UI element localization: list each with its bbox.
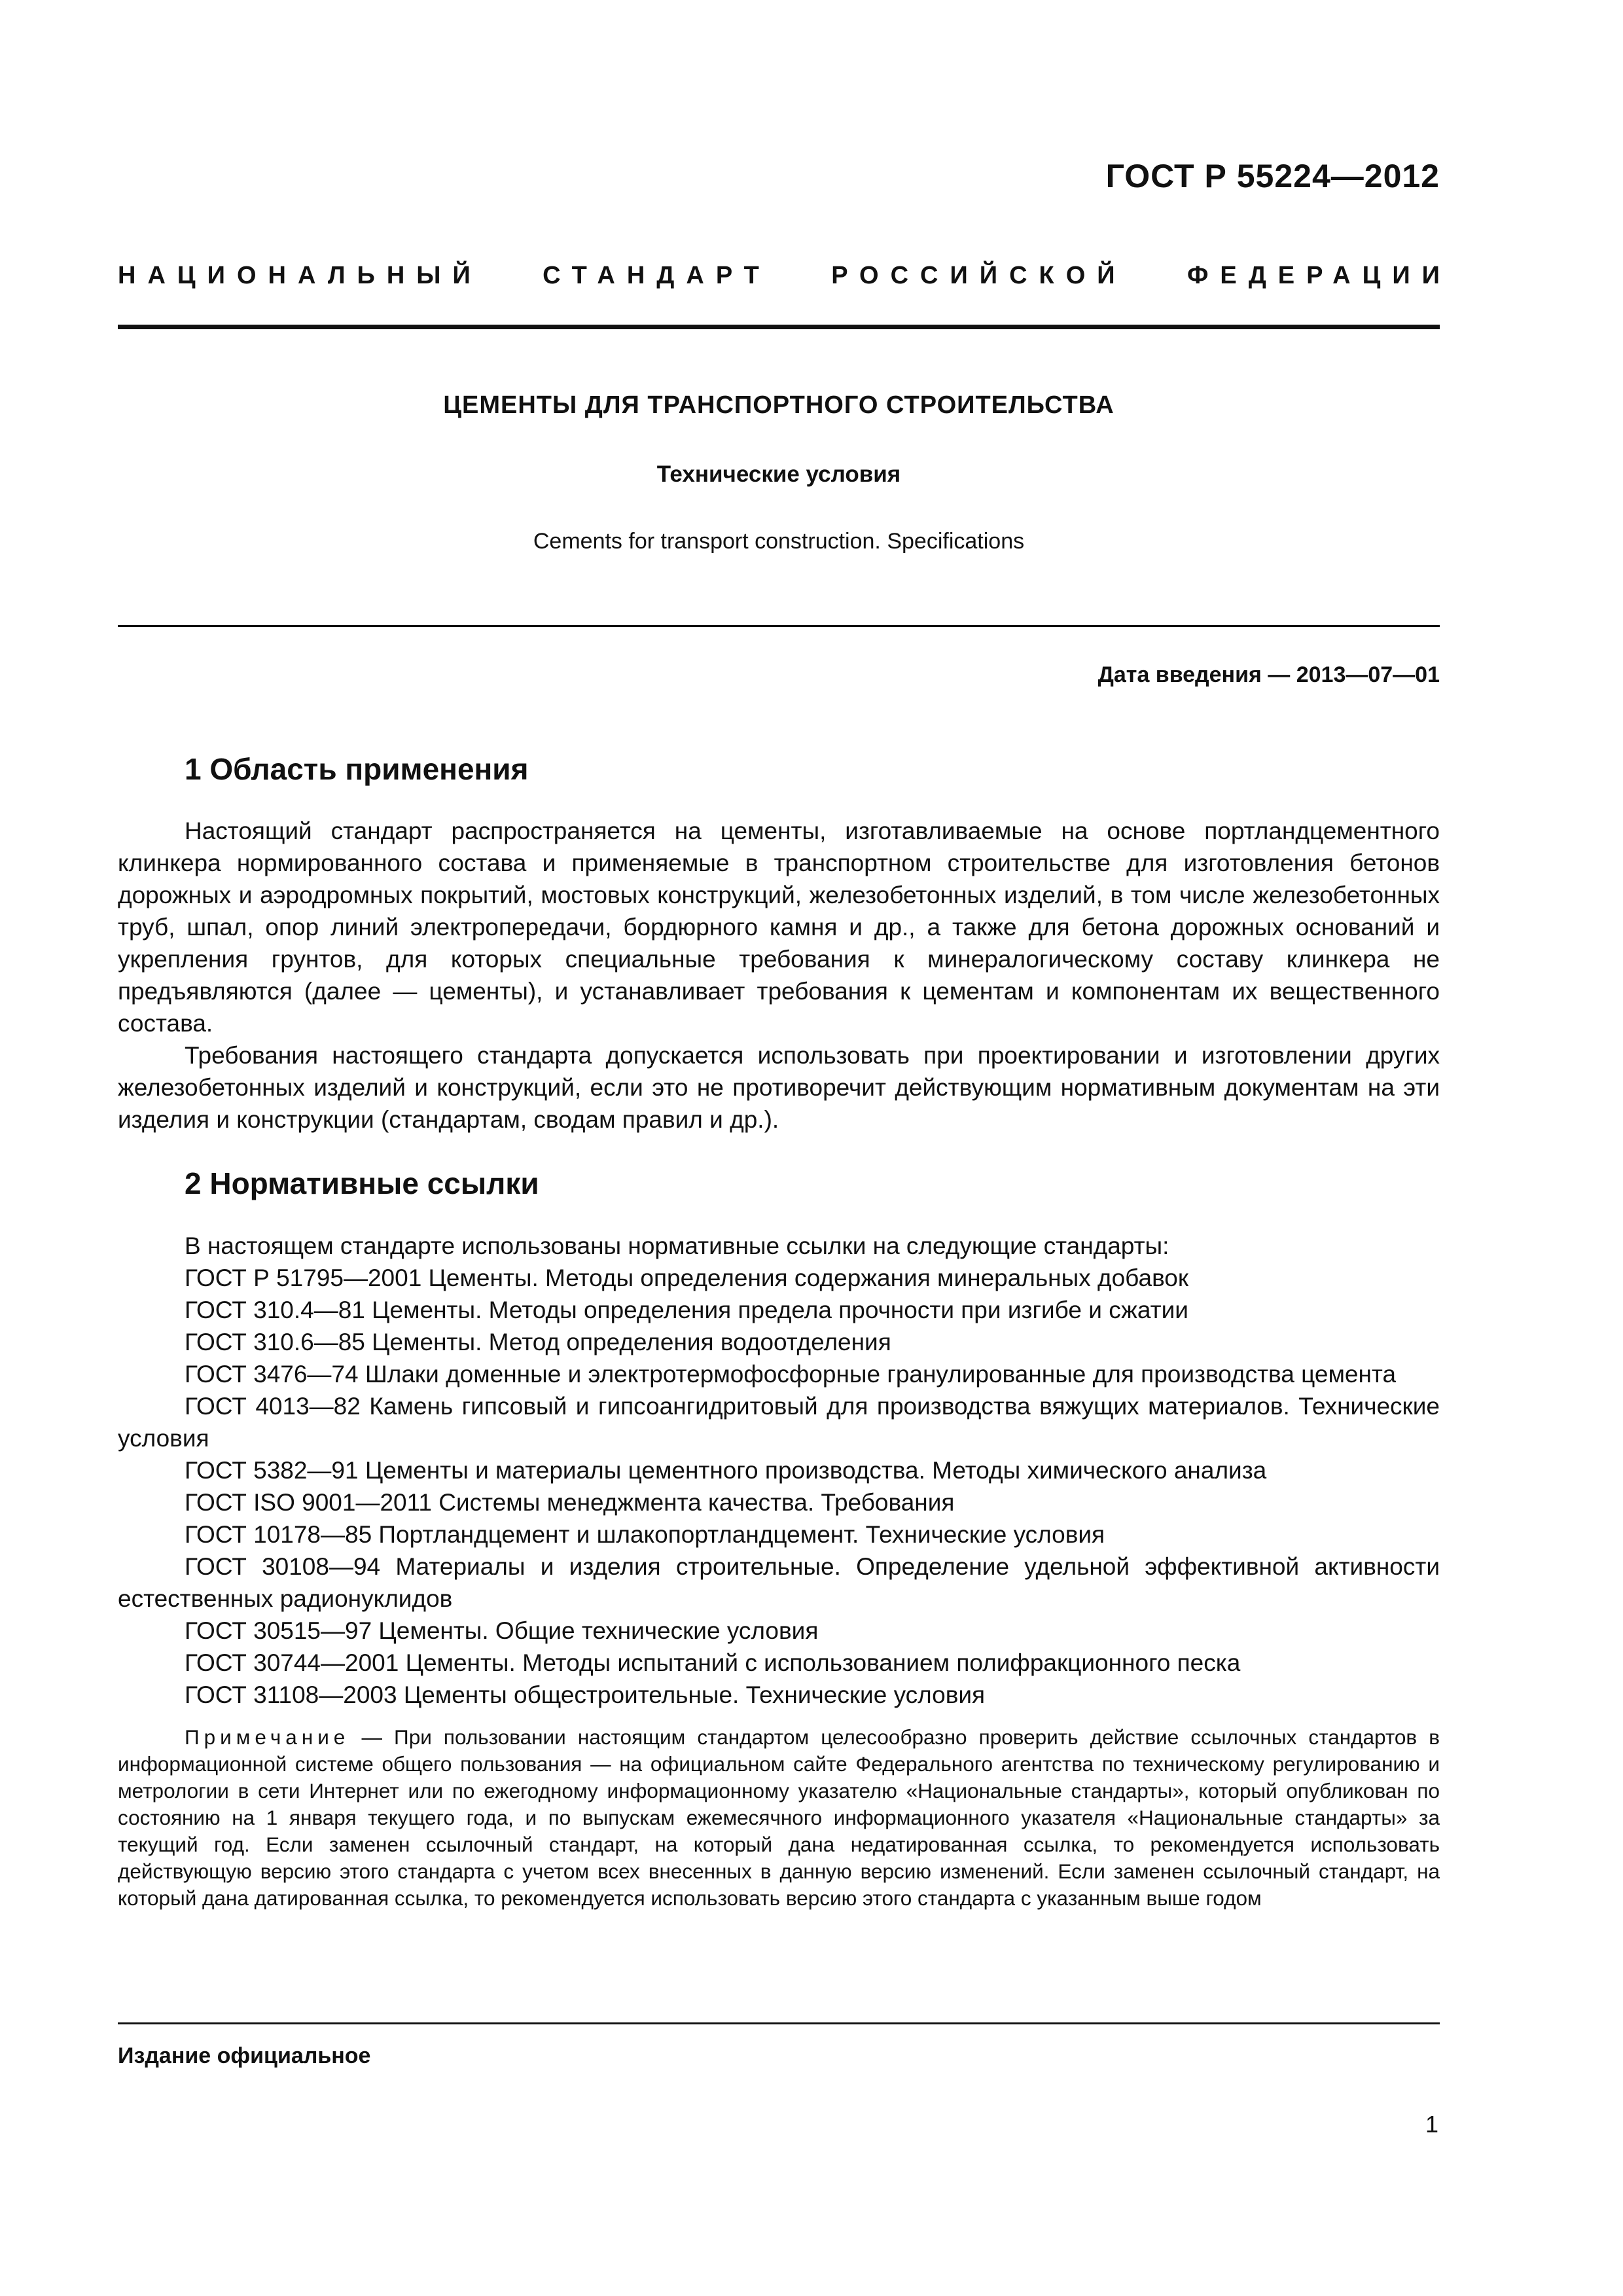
english-title: Cements for transport construction. Specifications (533, 529, 1025, 554)
paragraph: Требования настоящего стандарта допускается использовать при проектировании и изготовлении других железобетонных изделий и конструкций, если это не противоречит действующим нормативным документам на эти изделия и конструкции (стандартам, сводам правил и др.). (118, 1042, 1440, 1133)
national-word: РОССИЙСКОЙ (831, 262, 1127, 289)
footer-divider (118, 2022, 1440, 2024)
page-number: 1 (1425, 2111, 1438, 2138)
reference-item: ГОСТ ISO 9001—2011 Системы менеджмента качества. Требования (185, 1489, 955, 1516)
reference-item: ГОСТ 3476—74 Шлаки доменные и электротермофосфорные гранулированные для производства цемента (185, 1361, 1397, 1388)
reference-item: ГОСТ 30515—97 Цементы. Общие технические условия (185, 1617, 819, 1644)
note-paragraph (118, 1724, 1440, 1912)
national-word: ФЕДЕРАЦИИ (1186, 262, 1452, 289)
reference-item: ГОСТ Р 51795—2001 Цементы. Методы определения содержания минеральных добавок (185, 1265, 1189, 1291)
note-block (118, 1724, 1440, 1912)
references-list (118, 1230, 1440, 1711)
reference-item: ГОСТ 5382—91 Цементы и материалы цементного производства. Методы химического анализа (185, 1457, 1267, 1484)
references-intro: В настоящем стандарте использованы нормативные ссылки на следующие стандарты: (185, 1232, 1169, 1259)
paragraph: Настоящий стандарт распространяется на цементы, изготавливаемые на основе портландцементного клинкера нормированного состава и применяемые в транспортном строительстве для изготовления бетонов дорожных и аэродромных покрытий, мостовых конструкций, железобетонных изделий, в том числе железобетонных труб, шпал, опор линий электропередачи, бордюрного камня и др., а также для бетона дорожных оснований и укрепления грунтов, для которых специальные требования к минералогическому составу клинкера не предъявляются (далее — цементы), и устанавливает требования к цементам и компонентам их вещественного состава. (118, 817, 1440, 1037)
standard-code: ГОСТ Р 55224—2012 (1105, 158, 1440, 194)
national-standard-line (118, 262, 1452, 290)
section-1-body (118, 815, 1440, 1136)
note-text: — При пользовании настоящим стандартом целесообразно проверить действие ссылочных стандартов в информационной системе общего пользования — на официальном сайте Федерального агентства по техническому регулированию и метрологии в сети Интернет или по ежегодному информационному указателю «Национальные стандарты», который опубликован по состоянию на 1 января текущего года, и по выпускам ежемесячного информационного указателя «Национальные стандарты» за текущий год. Если заменен ссылочный стандарт, на который дана недатированная ссылка, то рекомендуется использовать действующую версию этого стандарта с учетом всех внесенных в данную версию изменений. Если заменен ссылочный стандарт, на который дана датированная ссылка, то рекомендуется использовать версию этого стандарта с указанным выше годом (118, 1725, 1440, 1910)
section-1-heading: 1 Область применения (185, 752, 529, 786)
document-title: ЦЕМЕНТЫ ДЛЯ ТРАНСПОРТНОГО СТРОИТЕЛЬСТВА (443, 391, 1115, 419)
reference-item: ГОСТ 31108—2003 Цементы общестроительные. Технические условия (185, 1681, 986, 1708)
reference-item: ГОСТ 4013—82 Камень гипсовый и гипсоангидритовый для производства вяжущих материалов. Технические условия (118, 1393, 1440, 1452)
header-divider (118, 325, 1440, 329)
title-divider (118, 625, 1440, 627)
official-edition-label: Издание официальное (118, 2043, 371, 2068)
reference-item: ГОСТ 30744—2001 Цементы. Методы испытаний с использованием полифракционного песка (185, 1649, 1241, 1676)
introduction-date: Дата введения — 2013—07—01 (1097, 662, 1440, 687)
national-word: НАЦИОНАЛЬНЫЙ (118, 262, 482, 289)
section-2-heading: 2 Нормативные ссылки (185, 1166, 539, 1200)
national-word: СТАНДАРТ (543, 262, 771, 289)
reference-item: ГОСТ 310.4—81 Цементы. Методы определения предела прочности при изгибе и сжатии (185, 1297, 1188, 1323)
note-label: Примечание (185, 1725, 350, 1749)
document-subtitle: Технические условия (656, 461, 901, 487)
reference-item: ГОСТ 10178—85 Портландцемент и шлакопортландцемент. Технические условия (185, 1521, 1105, 1548)
reference-item: ГОСТ 30108—94 Материалы и изделия строительные. Определение удельной эффективной активности естественных радионуклидов (118, 1553, 1440, 1612)
reference-item: ГОСТ 310.6—85 Цементы. Метод определения водоотделения (185, 1329, 891, 1355)
